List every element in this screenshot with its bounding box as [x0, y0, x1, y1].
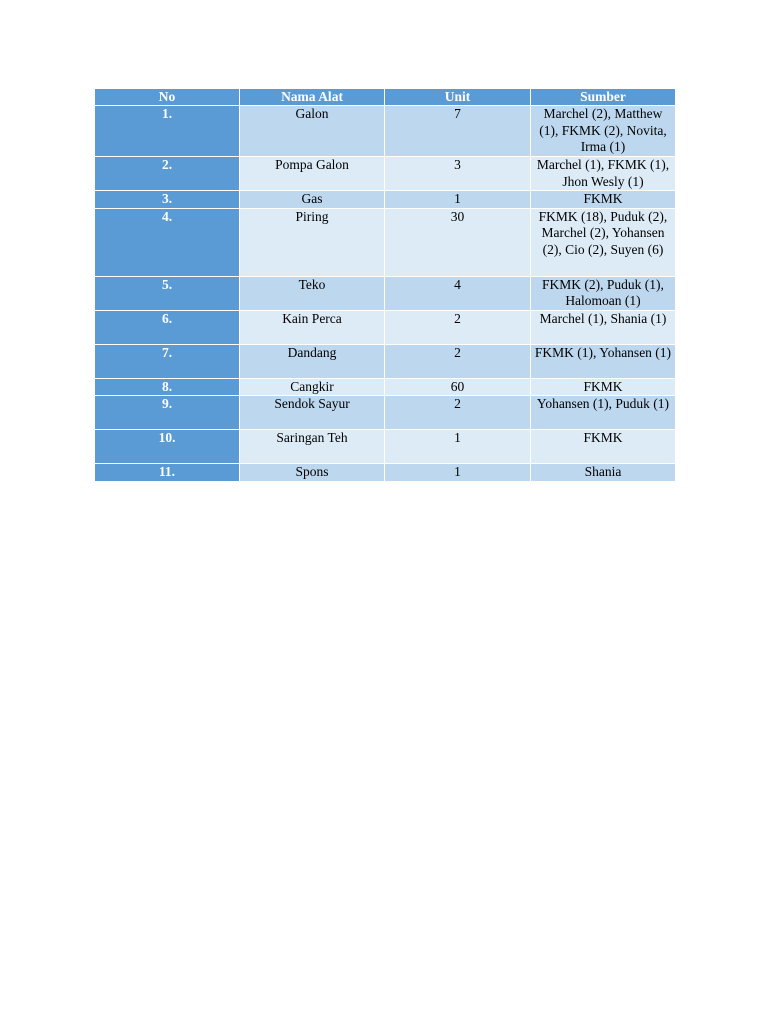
item-name: Saringan Teh	[240, 430, 385, 464]
row-number: 3.	[95, 191, 240, 209]
item-unit: 2	[385, 310, 531, 344]
table-row	[95, 344, 676, 378]
table-row	[95, 396, 676, 430]
item-unit: 30	[385, 208, 531, 276]
item-source: Marchel (2), Matthew (1), FKMK (2), Novita, Irma (1)	[531, 106, 676, 157]
item-name: Spons	[240, 464, 385, 482]
table-row	[95, 208, 676, 276]
item-source: FKMK (2), Puduk (1), Halomoan (1)	[531, 276, 676, 310]
row-number: 5.	[95, 276, 240, 310]
row-number: 11.	[95, 464, 240, 482]
table-row	[95, 157, 676, 191]
item-unit: 1	[385, 464, 531, 482]
header-unit: Unit	[385, 89, 531, 106]
row-number: 10.	[95, 430, 240, 464]
item-source: Marchel (1), Shania (1)	[531, 310, 676, 344]
item-name: Pompa Galon	[240, 157, 385, 191]
item-unit: 4	[385, 276, 531, 310]
equipment-table	[94, 88, 676, 482]
table-row	[95, 430, 676, 464]
row-number: 9.	[95, 396, 240, 430]
row-number: 1.	[95, 106, 240, 157]
table-row	[95, 310, 676, 344]
item-unit: 60	[385, 378, 531, 396]
header-name: Nama Alat	[240, 89, 385, 106]
item-name: Kain Perca	[240, 310, 385, 344]
header-source: Sumber	[531, 89, 676, 106]
item-source: Shania	[531, 464, 676, 482]
item-source: Yohansen (1), Puduk (1)	[531, 396, 676, 430]
table-row	[95, 464, 676, 482]
item-name: Teko	[240, 276, 385, 310]
item-source: Marchel (1), FKMK (1), Jhon Wesly (1)	[531, 157, 676, 191]
row-number: 4.	[95, 208, 240, 276]
item-source: FKMK	[531, 191, 676, 209]
item-source: FKMK (1), Yohansen (1)	[531, 344, 676, 378]
header-no: No	[95, 89, 240, 106]
item-unit: 1	[385, 191, 531, 209]
item-unit: 1	[385, 430, 531, 464]
item-name: Sendok Sayur	[240, 396, 385, 430]
item-unit: 2	[385, 344, 531, 378]
table-row	[95, 378, 676, 396]
item-name: Galon	[240, 106, 385, 157]
item-name: Piring	[240, 208, 385, 276]
item-unit: 2	[385, 396, 531, 430]
item-name: Dandang	[240, 344, 385, 378]
table-row	[95, 106, 676, 157]
item-source: FKMK	[531, 378, 676, 396]
row-number: 7.	[95, 344, 240, 378]
table-row	[95, 191, 676, 209]
table-header-row	[95, 89, 676, 106]
row-number: 8.	[95, 378, 240, 396]
item-name: Gas	[240, 191, 385, 209]
item-unit: 7	[385, 106, 531, 157]
item-source: FKMK	[531, 430, 676, 464]
table-row	[95, 276, 676, 310]
item-name: Cangkir	[240, 378, 385, 396]
row-number: 6.	[95, 310, 240, 344]
item-source: FKMK (18), Puduk (2), Marchel (2), Yohansen (2), Cio (2), Suyen (6)	[531, 208, 676, 276]
row-number: 2.	[95, 157, 240, 191]
item-unit: 3	[385, 157, 531, 191]
